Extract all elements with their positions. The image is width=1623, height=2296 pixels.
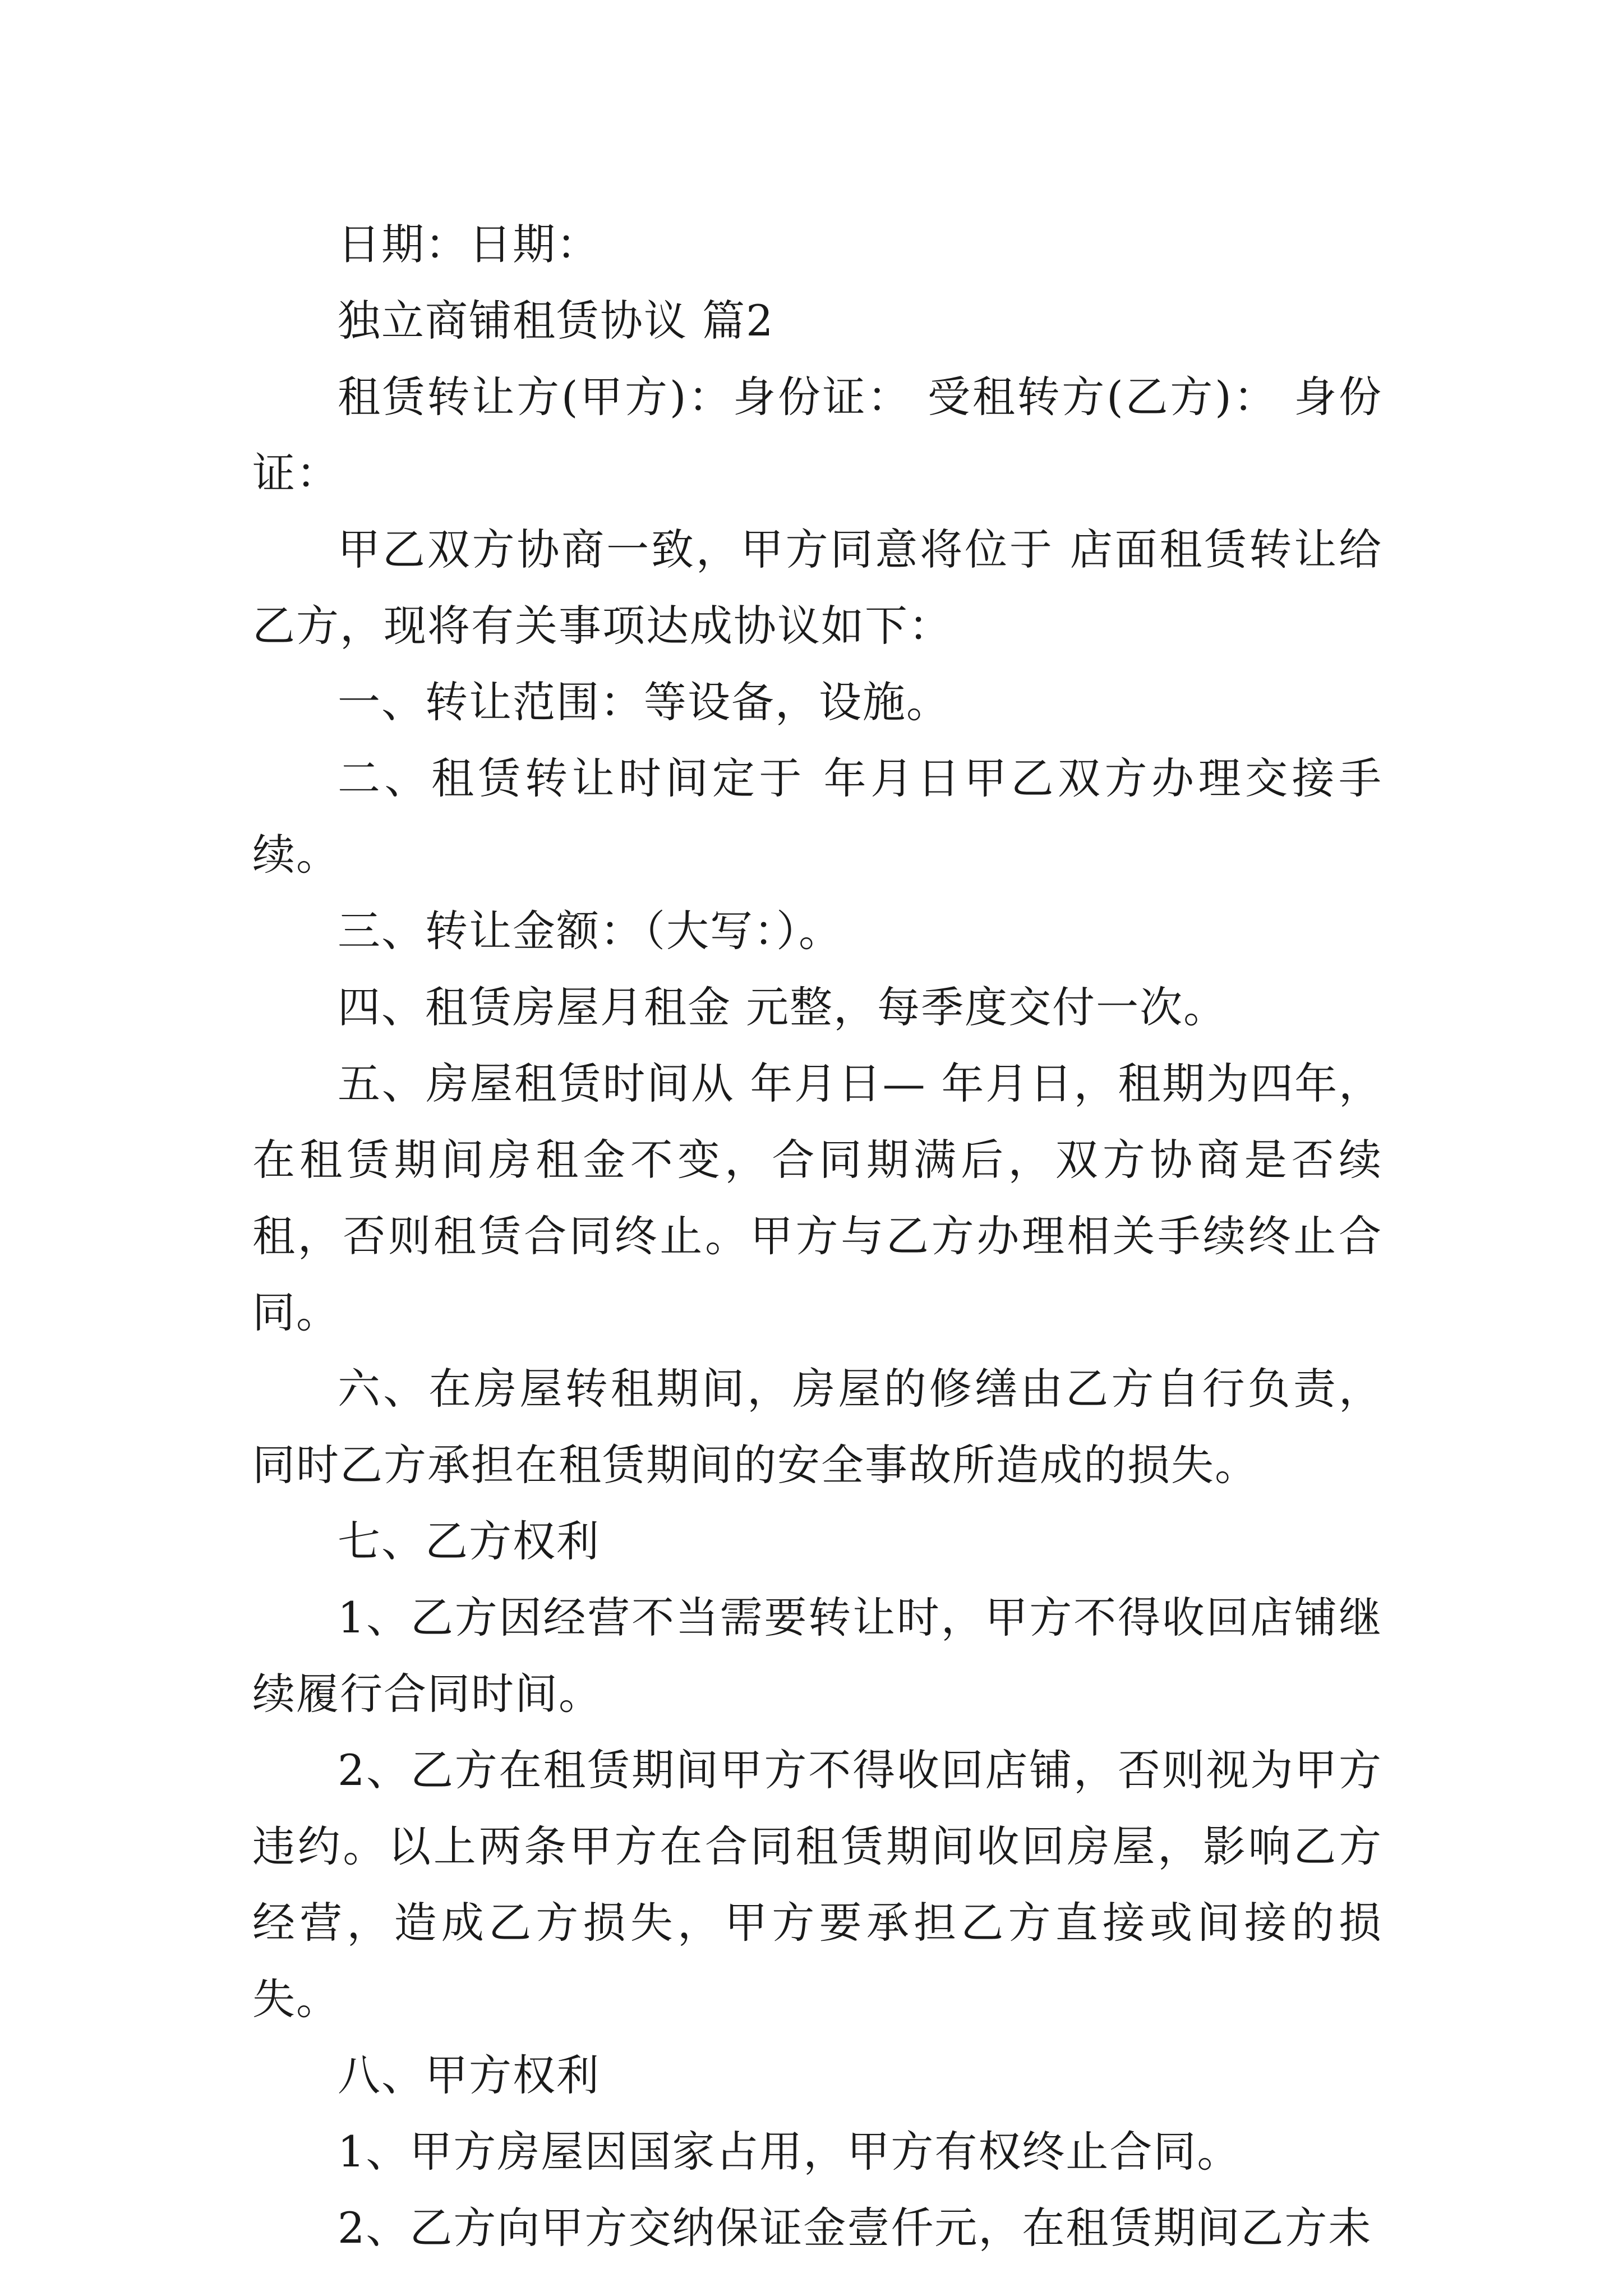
section-title: 独立商铺租赁协议 篇2 [338,296,774,346]
agreement-intro: 甲乙双方协商一致，甲方同意将位于 店面租赁转让给乙方，现将有关事项达成协议如下： [252,524,1382,651]
parties-line: 租赁转让方(甲方)：身份证： 受租转方(乙方)： 身份证： [252,372,1382,498]
clause-7-item-1: 1、乙方因经营不当需要转让时，甲方不得收回店铺继续履行合同时间。 [252,1593,1382,1719]
clause-3: 三、转让金额：（大写：）。 [338,906,842,956]
clause-8-item-2: 2、乙方向甲方交纳保证金壹仟元，在租赁期间乙方未 [338,2203,1372,2253]
clause-2: 二、租赁转让时间定于 年月日甲乙双方办理交接手续。 [252,753,1382,880]
clause-8-item-1: 1、甲方房屋因国家占用，甲方有权终止合同。 [338,2127,1241,2177]
document-body [252,206,1382,2266]
clause-5: 五、房屋租赁时间从 年月日— 年月日，租期为四年，在租赁期间房租金不变，合同期满后，双方协商是否续租，否则租赁合同终止。甲方与乙方办理相关手续终止合同。 [252,1059,1382,1337]
clause-7-item-2: 2、乙方在租赁期间甲方不得收回店铺，否则视为甲方违约。以上两条甲方在合同租赁期间收回房屋，影响乙方经营，造成乙方损失，甲方要承担乙方直接或间接的损失。 [252,1745,1382,2024]
clause-6: 六、在房屋转租期间，房屋的修缮由乙方自行负责，同时乙方承担在租赁期间的安全事故所造成的损失。 [252,1364,1382,1490]
clause-8-heading: 八、甲方权利 [338,2050,600,2100]
date-line: 日期：日期： [338,219,600,269]
clause-4: 四、租赁房屋月租金 元整，每季度交付一次。 [338,982,1228,1032]
clause-7-heading: 七、乙方权利 [338,1516,600,1566]
clause-1: 一、转让范围：等设备，设施。 [338,677,950,727]
